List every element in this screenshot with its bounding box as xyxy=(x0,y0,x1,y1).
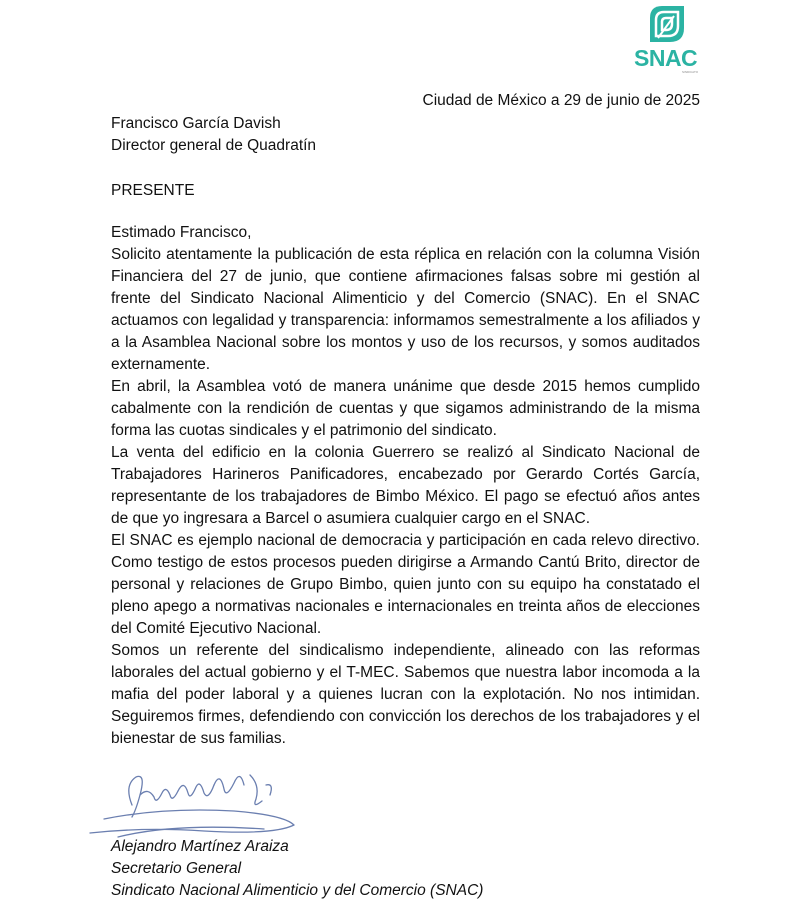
logo-tagline: SINDICATO xyxy=(682,70,699,74)
signatory-name: Alejandro Martínez Araiza xyxy=(111,838,289,855)
recipient-name: Francisco García Davish xyxy=(111,115,281,132)
presente-heading: PRESENTE xyxy=(111,182,195,199)
snac-leaf-icon xyxy=(634,2,696,46)
letter-date: Ciudad de México a 29 de junio de 2025 xyxy=(422,92,700,109)
recipient-title: Director general de Quadratín xyxy=(111,137,317,154)
paragraph-4: El SNAC es ejemplo nacional de democracia y participación en cada relevo directivo. Como testigo de estos procesos pueden dirigirse a Armando Cantú Brito, director de personal y relaciones de Grupo Bimbo, quien junto con su equipo ha constatado el pleno apego a normativas nacionales e internacionales en treinta años de elecciones del Comité Ejecutivo Nacional. xyxy=(111,532,700,637)
paragraph-1: Solicito atentamente la publicación de esta réplica en relación con la columna Visión Financiera del 27 de junio, que contiene afirmaciones falsas sobre mi gestión al frente del Sindicato Nacional Alimenticio y del Comercio (SNAC). En el SNAC actuamos con legalidad y transparencia: informamos semestralmente a los afiliados y a la Asamblea Nacional sobre los montos y uso de los recursos, y somos auditados externamente. xyxy=(111,246,700,373)
signatory-organization: Sindicato Nacional Alimenticio y del Comercio (SNAC) xyxy=(111,882,484,899)
snac-logo xyxy=(634,2,699,74)
letter-body xyxy=(111,222,700,750)
paragraph-3: La venta del edificio en la colonia Guerrero se realizó al Sindicato Nacional de Trabajadores Harineros Panificadores, encabezado por Gerardo Cortés García, representante de los trabajadores de Bimbo México. El pago se efectuó años antes de que yo ingresara a Barcel o asumiera cualquier cargo en el SNAC. xyxy=(111,444,700,527)
paragraph-5: Somos un referente del sindicalismo independiente, alineado con las reformas laborales del actual gobierno y el T-MEC. Sabemos que nuestra labor incomoda a la mafia del poder laboral y a quienes lucran con la explotación. No nos intimidan. Seguiremos firmes, defendiendo con convicción los derechos de los trabajadores y el bienestar de sus familias. xyxy=(111,642,700,747)
logo-wordmark: SNAC xyxy=(634,45,698,71)
paragraph-2: En abril, la Asamblea votó de manera unánime que desde 2015 hemos cumplido cabalmente con la rendición de cuentas y que sigamos administrando de la misma forma las cuotas sindicales y el patrimonio del sindicato. xyxy=(111,378,700,439)
recipient-block xyxy=(111,113,316,157)
greeting: Estimado Francisco, xyxy=(111,224,252,241)
signatory-block xyxy=(111,836,483,902)
signatory-role: Secretario General xyxy=(111,860,242,877)
